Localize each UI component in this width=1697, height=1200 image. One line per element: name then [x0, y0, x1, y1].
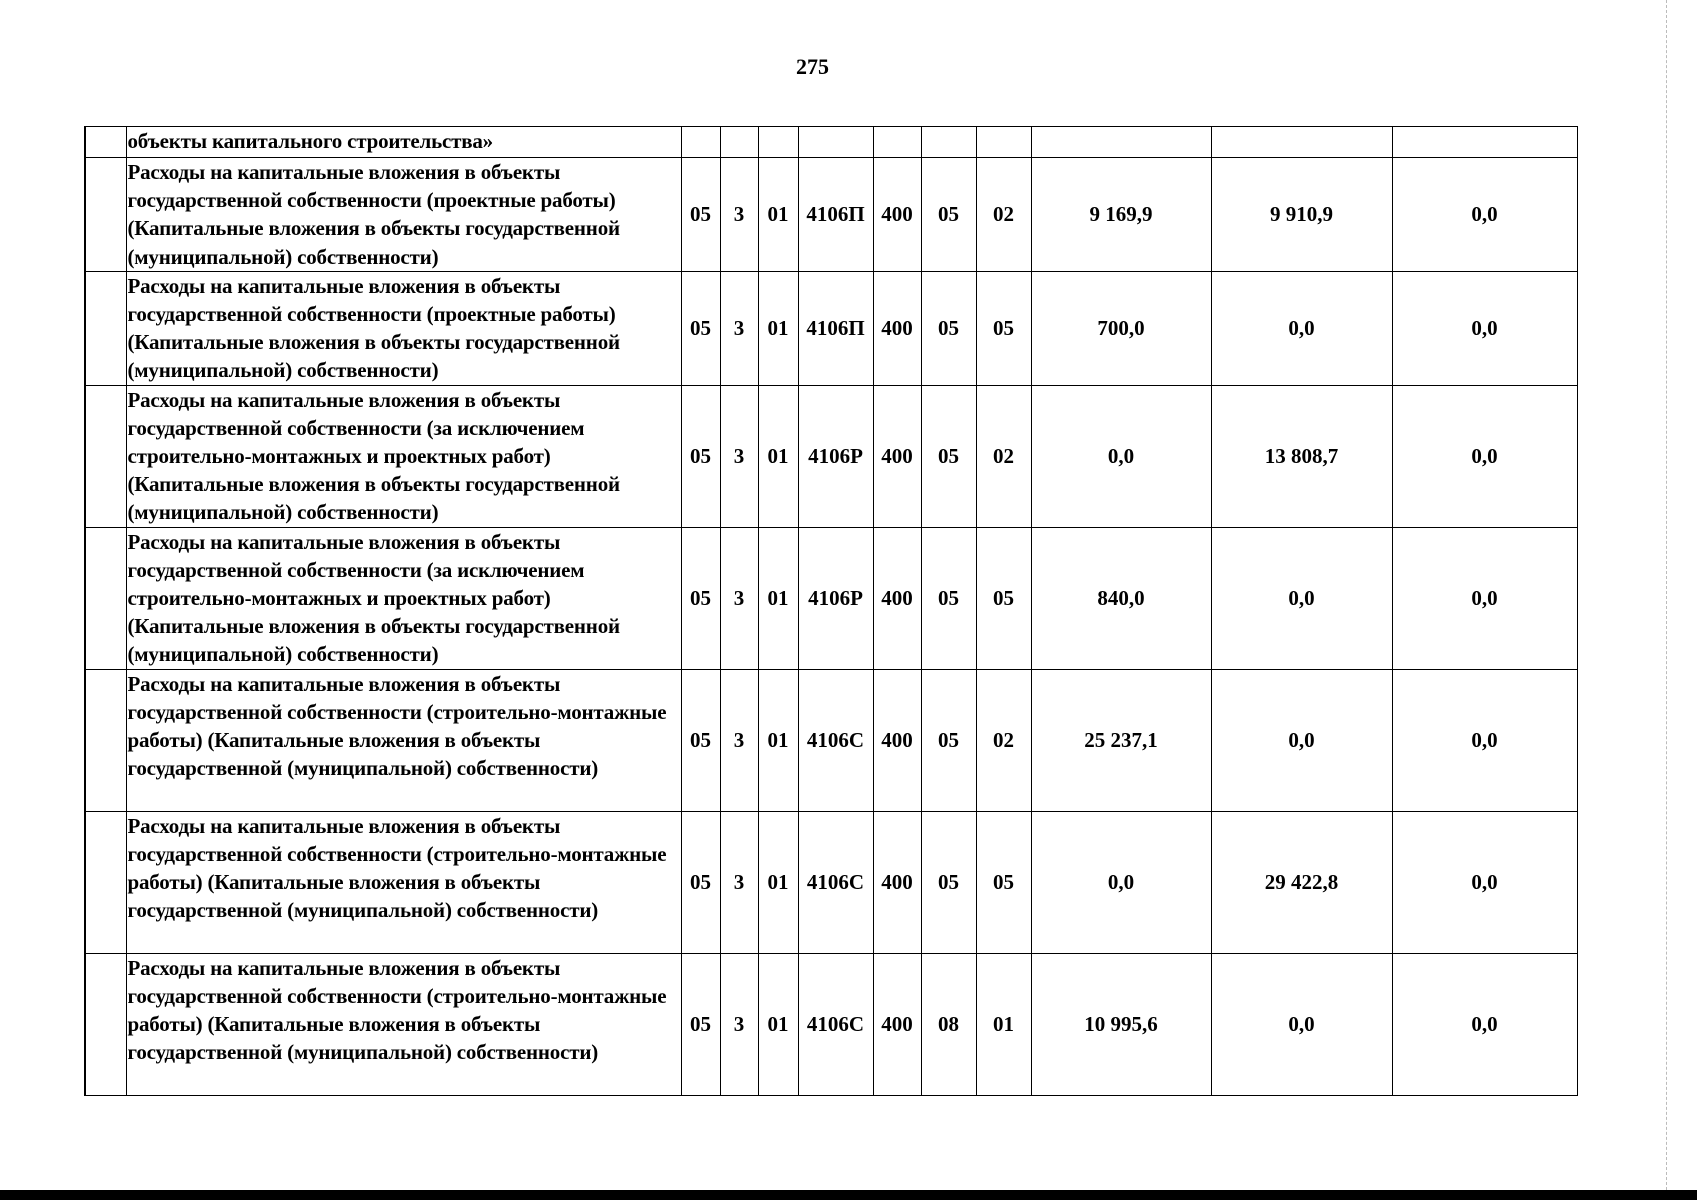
- code-cell: 05: [681, 158, 720, 272]
- code-cell: 4106П: [798, 271, 873, 385]
- amount-cell: 9 910,9: [1211, 158, 1392, 272]
- code-cell: 01: [976, 953, 1031, 1095]
- code-cell: 400: [873, 385, 921, 527]
- code-cell: 05: [921, 669, 976, 811]
- amount-cell: 9 169,9: [1031, 158, 1211, 272]
- code-cell: 01: [758, 811, 798, 953]
- row-number-cell: [85, 669, 126, 811]
- code-cell: [873, 127, 921, 158]
- row-number-cell: [85, 127, 126, 158]
- code-cell: 05: [921, 385, 976, 527]
- code-cell: 4106П: [798, 158, 873, 272]
- code-cell: [681, 127, 720, 158]
- code-cell: 3: [720, 271, 758, 385]
- code-cell: 01: [758, 385, 798, 527]
- code-cell: 3: [720, 385, 758, 527]
- description-cell: Расходы на капитальные вложения в объекты государственной собственности (строительно-монтажные работы) (Капитальные вложения в объекты государственной (муниципальной) собственности): [126, 953, 681, 1095]
- code-cell: 01: [758, 271, 798, 385]
- amount-cell: 10 995,6: [1031, 953, 1211, 1095]
- code-cell: 3: [720, 669, 758, 811]
- code-cell: 02: [976, 158, 1031, 272]
- code-cell: 05: [921, 811, 976, 953]
- code-cell: 05: [681, 811, 720, 953]
- table-row: [85, 127, 1577, 158]
- code-cell: 400: [873, 527, 921, 669]
- table-row: [85, 669, 1577, 811]
- row-number-cell: [85, 158, 126, 272]
- code-cell: 05: [681, 271, 720, 385]
- code-cell: 05: [681, 953, 720, 1095]
- amount-cell: 840,0: [1031, 527, 1211, 669]
- code-cell: 01: [758, 669, 798, 811]
- table-row: [85, 811, 1577, 953]
- table-row: [85, 271, 1577, 385]
- amount-cell: 0,0: [1392, 811, 1577, 953]
- code-cell: 05: [921, 527, 976, 669]
- amount-cell: 0,0: [1392, 385, 1577, 527]
- code-cell: [758, 127, 798, 158]
- amount-cell: 0,0: [1211, 527, 1392, 669]
- code-cell: [976, 127, 1031, 158]
- description-cell: Расходы на капитальные вложения в объекты государственной собственности (проектные работы) (Капитальные вложения в объекты государственной (муниципальной) собственности): [126, 271, 681, 385]
- code-cell: [921, 127, 976, 158]
- table-row: [85, 385, 1577, 527]
- description-cell: Расходы на капитальные вложения в объекты государственной собственности (за исключением строительно-монтажных и проектных работ) (Капитальные вложения в объекты государственной (муниципальной) собственности): [126, 385, 681, 527]
- table-row: [85, 158, 1577, 272]
- description-cell: Расходы на капитальные вложения в объекты государственной собственности (за исключением строительно-монтажных и проектных работ) (Капитальные вложения в объекты государственной (муниципальной) собственности): [126, 527, 681, 669]
- code-cell: 05: [921, 271, 976, 385]
- code-cell: 400: [873, 953, 921, 1095]
- code-cell: 400: [873, 669, 921, 811]
- budget-table: [84, 126, 1578, 1096]
- amount-cell: [1211, 127, 1392, 158]
- code-cell: 4106Р: [798, 527, 873, 669]
- amount-cell: 29 422,8: [1211, 811, 1392, 953]
- code-cell: 3: [720, 527, 758, 669]
- amount-cell: 0,0: [1392, 669, 1577, 811]
- code-cell: 01: [758, 527, 798, 669]
- code-cell: 4106С: [798, 669, 873, 811]
- scan-margin-line: [1665, 0, 1667, 1190]
- code-cell: 3: [720, 158, 758, 272]
- description-cell: Расходы на капитальные вложения в объекты государственной собственности (строительно-монтажные работы) (Капитальные вложения в объекты государственной (муниципальной) собственности): [126, 811, 681, 953]
- code-cell: [720, 127, 758, 158]
- amount-cell: 13 808,7: [1211, 385, 1392, 527]
- amount-cell: 0,0: [1031, 811, 1211, 953]
- code-cell: 01: [758, 953, 798, 1095]
- row-number-cell: [85, 271, 126, 385]
- code-cell: 4106Р: [798, 385, 873, 527]
- amount-cell: 0,0: [1211, 669, 1392, 811]
- scan-bottom-edge: [0, 1190, 1697, 1200]
- code-cell: 4106С: [798, 811, 873, 953]
- code-cell: 4106С: [798, 953, 873, 1095]
- code-cell: 05: [976, 811, 1031, 953]
- amount-cell: 0,0: [1211, 953, 1392, 1095]
- table-row: [85, 527, 1577, 669]
- code-cell: 05: [681, 527, 720, 669]
- code-cell: 05: [976, 527, 1031, 669]
- amount-cell: 0,0: [1392, 271, 1577, 385]
- amount-cell: [1392, 127, 1577, 158]
- table-row: [85, 953, 1577, 1095]
- amount-cell: 0,0: [1211, 271, 1392, 385]
- code-cell: 3: [720, 811, 758, 953]
- row-number-cell: [85, 385, 126, 527]
- code-cell: 05: [681, 385, 720, 527]
- code-cell: 400: [873, 271, 921, 385]
- amount-cell: 0,0: [1031, 385, 1211, 527]
- code-cell: [798, 127, 873, 158]
- amount-cell: 0,0: [1392, 158, 1577, 272]
- amount-cell: 25 237,1: [1031, 669, 1211, 811]
- code-cell: 400: [873, 158, 921, 272]
- code-cell: 05: [976, 271, 1031, 385]
- amount-cell: [1031, 127, 1211, 158]
- code-cell: 01: [758, 158, 798, 272]
- code-cell: 05: [681, 669, 720, 811]
- amount-cell: 0,0: [1392, 953, 1577, 1095]
- page-number: 275: [796, 54, 829, 79]
- row-number-cell: [85, 953, 126, 1095]
- code-cell: 400: [873, 811, 921, 953]
- code-cell: 08: [921, 953, 976, 1095]
- row-number-cell: [85, 527, 126, 669]
- description-cell: Расходы на капитальные вложения в объекты государственной собственности (проектные работы) (Капитальные вложения в объекты государственной (муниципальной) собственности): [126, 158, 681, 272]
- description-cell: Расходы на капитальные вложения в объекты государственной собственности (строительно-монтажные работы) (Капитальные вложения в объекты государственной (муниципальной) собственности): [126, 669, 681, 811]
- description-cell: объекты капитального строительства»: [126, 127, 681, 158]
- amount-cell: 0,0: [1392, 527, 1577, 669]
- row-number-cell: [85, 811, 126, 953]
- code-cell: 05: [921, 158, 976, 272]
- amount-cell: 700,0: [1031, 271, 1211, 385]
- code-cell: 3: [720, 953, 758, 1095]
- code-cell: 02: [976, 669, 1031, 811]
- code-cell: 02: [976, 385, 1031, 527]
